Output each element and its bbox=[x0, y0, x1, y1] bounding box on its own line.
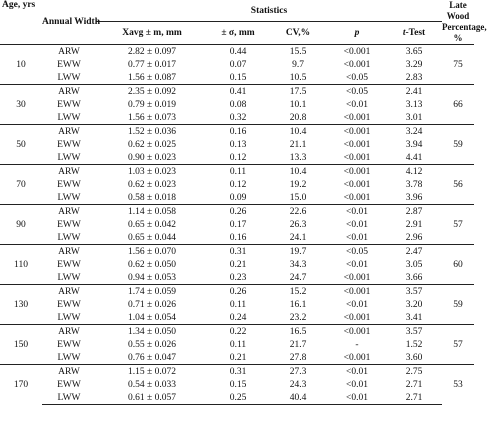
cell-sd: 0.08 bbox=[229, 99, 247, 110]
cell-late-wood: 53 bbox=[442, 365, 474, 405]
cell-p: <0.001 bbox=[343, 272, 371, 283]
cell-cv: 24.1 bbox=[289, 232, 307, 243]
cell-p: <0.05 bbox=[346, 72, 368, 83]
cell-mean: 0.71 ± 0.026 bbox=[128, 299, 176, 310]
cell-sd: 0.22 bbox=[208, 325, 268, 339]
cell-mean: 0.76 ± 0.047 bbox=[128, 352, 176, 363]
cell-p: <0.05 bbox=[328, 85, 386, 99]
cell-mean: 1.56 ± 0.087 bbox=[128, 72, 176, 83]
table-row bbox=[0, 111, 474, 125]
cell-p: <0.01 bbox=[328, 391, 386, 405]
table-row bbox=[0, 45, 474, 59]
cell-cv: 21.1 bbox=[289, 139, 307, 150]
table-row bbox=[0, 178, 474, 191]
cell-ttest: 3.60 bbox=[405, 352, 423, 363]
cell-cv: 22.6 bbox=[268, 205, 328, 219]
cell-cv: 26.3 bbox=[289, 219, 307, 230]
cell-mean: 0.77 ± 0.017 bbox=[128, 59, 176, 70]
header-ttest bbox=[386, 22, 442, 45]
cell-cv: 27.3 bbox=[268, 365, 328, 379]
cell-width: EWW bbox=[57, 299, 81, 310]
cell-sd: 0.24 bbox=[229, 312, 247, 323]
cell-sd: 0.21 bbox=[229, 352, 247, 363]
cell-mean: 1.56 ± 0.073 bbox=[128, 112, 176, 123]
cell-ttest: 3.66 bbox=[405, 272, 423, 283]
cell-mean: 0.90 ± 0.023 bbox=[128, 152, 176, 163]
cell-sd: 0.12 bbox=[229, 179, 247, 190]
cell-ttest: 3.57 bbox=[386, 325, 442, 339]
cell-sd: 0.15 bbox=[229, 379, 247, 390]
cell-p: <0.001 bbox=[343, 312, 371, 323]
cell-width: LWW bbox=[57, 312, 81, 323]
cell-ttest: 4.12 bbox=[386, 165, 442, 179]
cell-p: <0.001 bbox=[343, 192, 371, 203]
table-row bbox=[0, 365, 474, 379]
cell-mean: 2.35 ± 0.092 bbox=[96, 85, 208, 99]
cell-p: - bbox=[355, 339, 359, 350]
table-row bbox=[0, 231, 474, 245]
cell-cv: 15.0 bbox=[289, 192, 307, 203]
cell-age: 50 bbox=[0, 125, 42, 165]
cell-mean: 1.03 ± 0.023 bbox=[96, 165, 208, 179]
cell-cv: 19.2 bbox=[289, 179, 307, 190]
cell-cv: 24.3 bbox=[289, 379, 307, 390]
cell-sd: 0.31 bbox=[208, 365, 268, 379]
table-row bbox=[0, 218, 474, 231]
cell-ttest: 2.96 bbox=[405, 232, 423, 243]
cell-width: LWW bbox=[57, 72, 81, 83]
cell-cv: 10.4 bbox=[268, 125, 328, 139]
cell-age: 70 bbox=[0, 165, 42, 205]
cell-ttest: 2.75 bbox=[386, 365, 442, 379]
header-cv: CV,% bbox=[285, 28, 311, 39]
cell-cv: 9.7 bbox=[292, 59, 304, 70]
cell-p: <0.001 bbox=[328, 165, 386, 179]
cell-age: 30 bbox=[0, 85, 42, 125]
cell-p: <0.01 bbox=[346, 219, 368, 230]
cell-sd: 0.11 bbox=[229, 299, 247, 310]
cell-late-wood: 59 bbox=[442, 285, 474, 325]
cell-mean: 1.74 ± 0.059 bbox=[96, 285, 208, 299]
cell-mean: 0.62 ± 0.025 bbox=[128, 139, 176, 150]
header-p: p bbox=[354, 28, 360, 39]
cell-ttest: 3.24 bbox=[386, 125, 442, 139]
cell-late-wood: 56 bbox=[442, 165, 474, 205]
cell-cv: 21.7 bbox=[289, 339, 307, 350]
cell-cv: 10.4 bbox=[268, 165, 328, 179]
header-ttest-t: t bbox=[402, 28, 406, 39]
cell-ttest: 3.96 bbox=[405, 192, 423, 203]
cell-cv: 34.3 bbox=[289, 259, 307, 270]
cell-sd: 0.16 bbox=[208, 125, 268, 139]
cell-mean: 0.54 ± 0.033 bbox=[128, 379, 176, 390]
table-row bbox=[0, 245, 474, 259]
table-row bbox=[0, 391, 474, 405]
cell-width: LWW bbox=[42, 391, 96, 405]
cell-p: <0.001 bbox=[343, 179, 371, 190]
cell-cv: 24.7 bbox=[289, 272, 307, 283]
header-ttest-rest: -Test bbox=[405, 28, 426, 39]
table-row bbox=[0, 98, 474, 111]
cell-width: EWW bbox=[57, 259, 81, 270]
cell-sd: 0.17 bbox=[229, 219, 247, 230]
cell-width: ARW bbox=[42, 365, 96, 379]
cell-sd: 0.15 bbox=[229, 72, 247, 83]
cell-p: <0.001 bbox=[328, 325, 386, 339]
cell-ttest: 2.91 bbox=[405, 219, 423, 230]
cell-cv: 40.4 bbox=[268, 391, 328, 405]
cell-width: LWW bbox=[57, 272, 81, 283]
cell-ttest: 2.71 bbox=[405, 379, 423, 390]
cell-cv: 23.2 bbox=[289, 312, 307, 323]
cell-sd: 0.26 bbox=[208, 285, 268, 299]
cell-width: ARW bbox=[42, 205, 96, 219]
cell-p: <0.001 bbox=[343, 152, 371, 163]
cell-p: <0.001 bbox=[343, 112, 371, 123]
cell-cv: 10.5 bbox=[289, 72, 307, 83]
cell-width: EWW bbox=[57, 379, 81, 390]
cell-mean: 0.61 ± 0.057 bbox=[96, 391, 208, 405]
cell-width: LWW bbox=[57, 112, 81, 123]
cell-width: ARW bbox=[42, 285, 96, 299]
table-row bbox=[0, 298, 474, 311]
cell-ttest: 3.65 bbox=[386, 45, 442, 59]
cell-p: <0.001 bbox=[328, 125, 386, 139]
cell-late-wood: 57 bbox=[442, 325, 474, 365]
cell-p: <0.001 bbox=[343, 139, 371, 150]
cell-late-wood: 66 bbox=[442, 85, 474, 125]
table-row bbox=[0, 151, 474, 165]
header-sd: ± σ, mm bbox=[221, 28, 255, 39]
cell-p: <0.01 bbox=[346, 379, 368, 390]
cell-width: EWW bbox=[57, 139, 81, 150]
cell-width: ARW bbox=[42, 125, 96, 139]
cell-mean: 2.82 ± 0.097 bbox=[96, 45, 208, 59]
cell-ttest: 1.52 bbox=[405, 339, 423, 350]
cell-ttest: 3.94 bbox=[405, 139, 423, 150]
cell-cv: 15.2 bbox=[268, 285, 328, 299]
cell-width: LWW bbox=[57, 152, 81, 163]
table-row bbox=[0, 85, 474, 99]
cell-width: ARW bbox=[42, 165, 96, 179]
table-row bbox=[0, 338, 474, 351]
cell-cv: 16.1 bbox=[289, 299, 307, 310]
cell-mean: 0.94 ± 0.053 bbox=[128, 272, 176, 283]
cell-sd: 0.32 bbox=[229, 112, 247, 123]
cell-mean: 1.34 ± 0.050 bbox=[96, 325, 208, 339]
table-row bbox=[0, 351, 474, 365]
header-annual-width: Annual Width bbox=[42, 17, 101, 27]
cell-mean: 0.65 ± 0.042 bbox=[128, 219, 176, 230]
cell-p: <0.05 bbox=[328, 245, 386, 259]
cell-late-wood: 75 bbox=[442, 45, 474, 85]
cell-sd: 0.26 bbox=[208, 205, 268, 219]
cell-cv: 13.3 bbox=[289, 152, 307, 163]
table-row bbox=[0, 58, 474, 71]
cell-width: LWW bbox=[57, 352, 81, 363]
table-row bbox=[0, 285, 474, 299]
cell-p: <0.01 bbox=[346, 99, 368, 110]
cell-cv: 16.5 bbox=[268, 325, 328, 339]
cell-width: EWW bbox=[57, 219, 81, 230]
cell-width: ARW bbox=[42, 45, 96, 59]
cell-sd: 0.11 bbox=[229, 339, 247, 350]
cell-ttest: 3.78 bbox=[405, 179, 423, 190]
cell-p: <0.001 bbox=[328, 285, 386, 299]
cell-sd: 0.41 bbox=[208, 85, 268, 99]
cell-mean: 1.04 ± 0.054 bbox=[128, 312, 176, 323]
cell-p: <0.001 bbox=[343, 352, 371, 363]
cell-mean: 1.56 ± 0.070 bbox=[96, 245, 208, 259]
header-mean: Xavg ± m, mm bbox=[122, 28, 182, 39]
cell-sd: 0.07 bbox=[229, 59, 247, 70]
cell-mean: 0.55 ± 0.026 bbox=[128, 339, 176, 350]
cell-cv: 19.7 bbox=[268, 245, 328, 259]
cell-p: <0.01 bbox=[328, 205, 386, 219]
cell-p: <0.01 bbox=[346, 259, 368, 270]
table-row bbox=[0, 205, 474, 219]
table-row bbox=[0, 378, 474, 391]
cell-sd: 0.11 bbox=[208, 165, 268, 179]
cell-width: EWW bbox=[57, 99, 81, 110]
cell-ttest: 2.83 bbox=[405, 72, 423, 83]
cell-ttest: 4.41 bbox=[405, 152, 423, 163]
cell-ttest: 3.41 bbox=[405, 312, 423, 323]
cell-mean: 0.58 ± 0.018 bbox=[128, 192, 176, 203]
cell-mean: 1.52 ± 0.036 bbox=[96, 125, 208, 139]
cell-width: EWW bbox=[57, 339, 81, 350]
table-row bbox=[0, 138, 474, 151]
table-body bbox=[0, 45, 474, 405]
cell-sd: 0.12 bbox=[229, 152, 247, 163]
cell-cv: 20.8 bbox=[289, 112, 307, 123]
table-header bbox=[0, 0, 487, 45]
table-row bbox=[0, 71, 474, 85]
header-late-wood: Late Wood Percentage, % bbox=[442, 0, 487, 43]
cell-sd: 0.44 bbox=[208, 45, 268, 59]
cell-age: 170 bbox=[0, 365, 42, 405]
header-statistics: Statistics bbox=[96, 0, 442, 22]
cell-age: 90 bbox=[0, 205, 42, 245]
cell-age: 110 bbox=[0, 245, 42, 285]
table-row bbox=[0, 165, 474, 179]
table-row bbox=[0, 311, 474, 325]
cell-mean: 0.79 ± 0.019 bbox=[128, 99, 176, 110]
cell-ttest: 3.13 bbox=[405, 99, 423, 110]
cell-cv: 10.1 bbox=[289, 99, 307, 110]
cell-ttest: 3.05 bbox=[405, 259, 423, 270]
table-row bbox=[0, 191, 474, 205]
cell-ttest: 2.71 bbox=[386, 391, 442, 405]
cell-mean: 0.62 ± 0.023 bbox=[128, 179, 176, 190]
cell-width: ARW bbox=[42, 245, 96, 259]
cell-ttest: 3.29 bbox=[405, 59, 423, 70]
cell-p: <0.01 bbox=[328, 365, 386, 379]
cell-ttest: 3.57 bbox=[386, 285, 442, 299]
cell-sd: 0.13 bbox=[229, 139, 247, 150]
cell-p: <0.001 bbox=[328, 45, 386, 59]
cell-width: ARW bbox=[42, 325, 96, 339]
table-row bbox=[0, 258, 474, 271]
cell-late-wood: 59 bbox=[442, 125, 474, 165]
cell-sd: 0.09 bbox=[229, 192, 247, 203]
cell-ttest: 2.41 bbox=[386, 85, 442, 99]
cell-p: <0.01 bbox=[346, 299, 368, 310]
cell-mean: 1.15 ± 0.072 bbox=[96, 365, 208, 379]
cell-mean: 0.62 ± 0.050 bbox=[128, 259, 176, 270]
cell-cv: 17.5 bbox=[268, 85, 328, 99]
table-row bbox=[0, 325, 474, 339]
cell-width: LWW bbox=[57, 192, 81, 203]
cell-width: EWW bbox=[57, 179, 81, 190]
cell-sd: 0.31 bbox=[208, 245, 268, 259]
cell-ttest: 3.01 bbox=[405, 112, 423, 123]
cell-ttest: 2.47 bbox=[386, 245, 442, 259]
cell-width: ARW bbox=[42, 85, 96, 99]
cell-sd: 0.25 bbox=[208, 391, 268, 405]
cell-width: EWW bbox=[57, 59, 81, 70]
header-age: Age, yrs bbox=[2, 0, 36, 10]
cell-width: LWW bbox=[57, 232, 81, 243]
table-row bbox=[0, 125, 474, 139]
cell-sd: 0.16 bbox=[229, 232, 247, 243]
cell-ttest: 3.20 bbox=[405, 299, 423, 310]
cell-age: 130 bbox=[0, 285, 42, 325]
cell-cv: 27.8 bbox=[289, 352, 307, 363]
cell-sd: 0.23 bbox=[229, 272, 247, 283]
cell-p: <0.001 bbox=[343, 59, 371, 70]
cell-mean: 1.14 ± 0.058 bbox=[96, 205, 208, 219]
cell-ttest: 2.87 bbox=[386, 205, 442, 219]
cell-age: 10 bbox=[0, 45, 42, 85]
cell-p: <0.01 bbox=[346, 232, 368, 243]
cell-sd: 0.21 bbox=[229, 259, 247, 270]
cell-cv: 15.5 bbox=[268, 45, 328, 59]
cell-late-wood: 57 bbox=[442, 205, 474, 245]
cell-age: 150 bbox=[0, 325, 42, 365]
cell-mean: 0.65 ± 0.044 bbox=[128, 232, 176, 243]
table-row bbox=[0, 271, 474, 285]
cell-late-wood: 60 bbox=[442, 245, 474, 285]
